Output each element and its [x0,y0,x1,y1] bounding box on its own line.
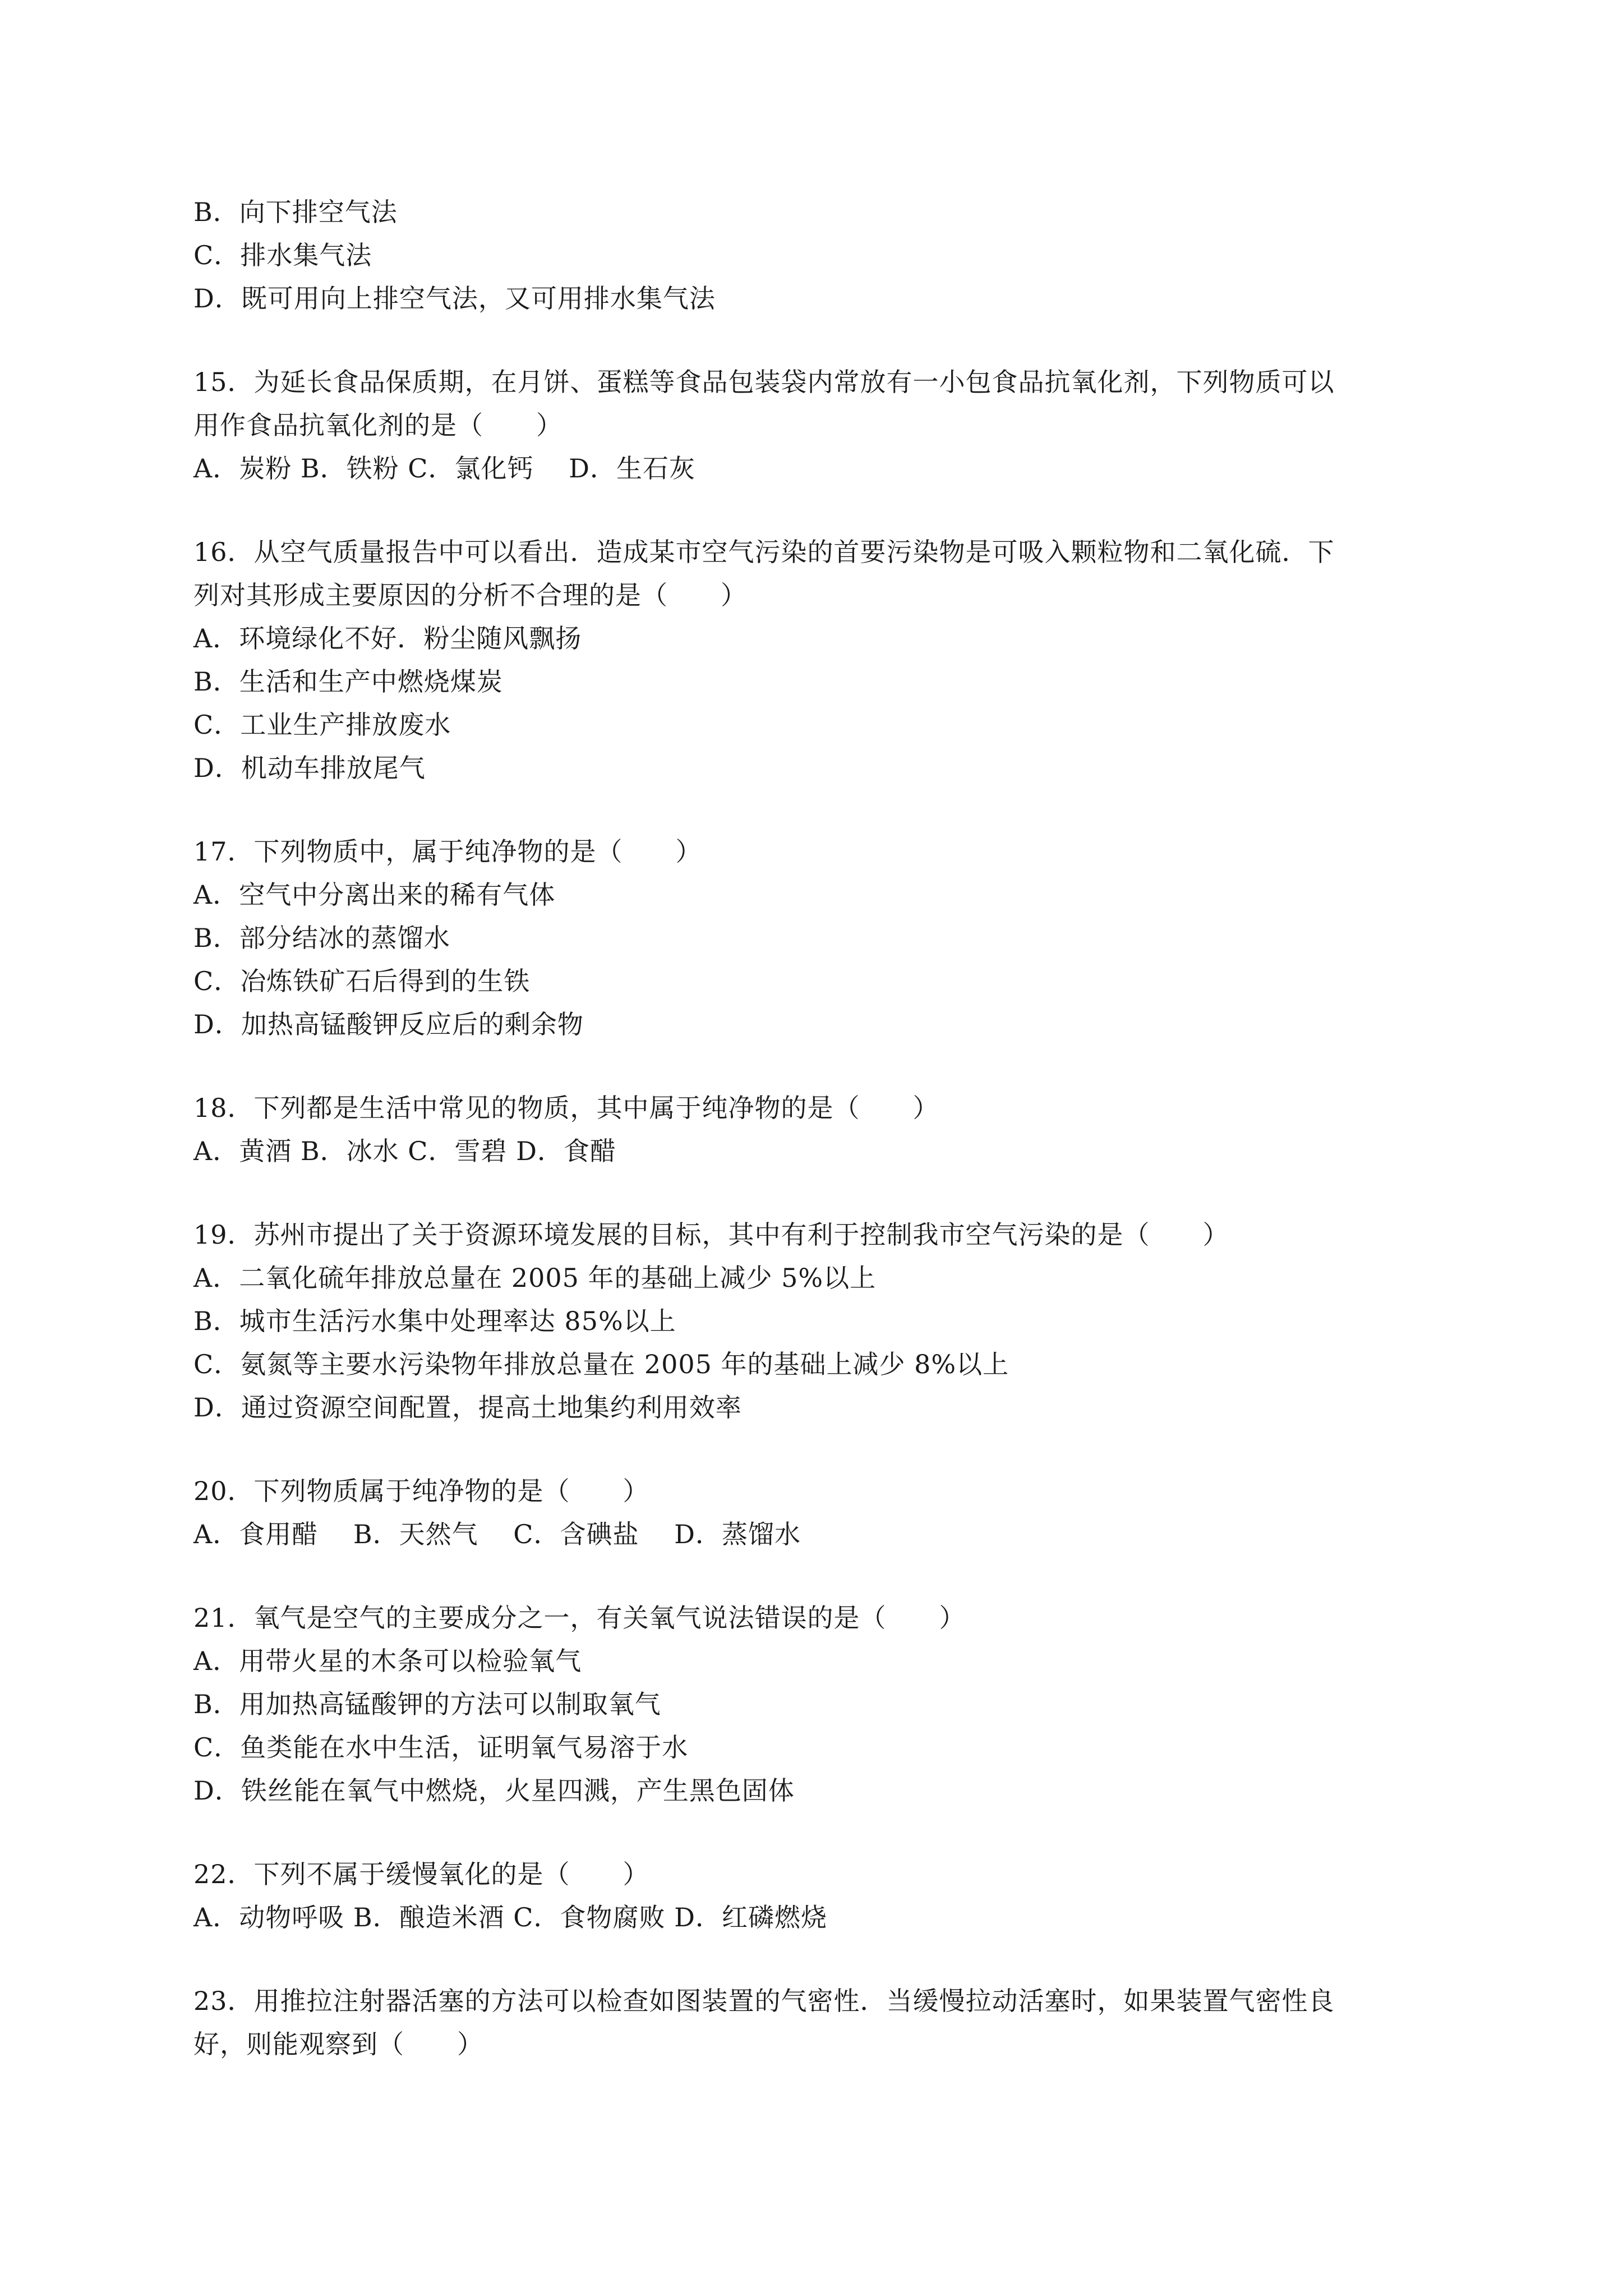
question-14-continuation [193,191,1438,320]
option-line: D．铁丝能在氧气中燃烧，火星四溅，产生黑色固体 [193,1775,795,1806]
question-list [193,361,1438,2066]
question-block [193,1853,1438,1939]
option-line: A．黄酒 B．冰水 C．雪碧 D．食醋 [193,1136,616,1166]
option-line: A．环境绿化不好．粉尘随风飘扬 [193,623,582,654]
option-line: A．空气中分离出来的稀有气体 [193,880,556,910]
option-line: A．炭粉 B．铁粉 C．氯化钙 D．生石灰 [193,453,695,484]
question-block [193,361,1438,490]
question-block [193,1980,1438,2066]
option-line: B．用加热高锰酸钾的方法可以制取氧气 [193,1689,661,1719]
question-block [193,531,1438,790]
option-line: A．二氧化硫年排放总量在 2005 年的基础上减少 5%以上 [193,1263,877,1293]
question-block [193,830,1438,1046]
option-line: B．生活和生产中燃烧煤炭 [193,666,503,697]
question-stem-line: 17．下列物质中，属于纯净物的是（ ） [193,836,702,867]
option-line: A．食用醋 B．天然气 C．含碘盐 D．蒸馏水 [193,1519,801,1549]
question-stem-line: 列对其形成主要原因的分析不合理的是（ ） [193,580,747,610]
question-stem-line: 20．下列物质属于纯净物的是（ ） [193,1476,649,1506]
question-stem-line: 好，则能观察到（ ） [193,2029,483,2059]
question-stem-line: 15．为延长食品保质期，在月饼、蛋糕等食品包装袋内常放有一小包食品抗氧化剂，下列物质可以 [193,367,1335,397]
question-stem-line: 21．氧气是空气的主要成分之一，有关氧气说法错误的是（ ） [193,1603,966,1633]
option-line: D．既可用向上排空气法，又可用排水集气法 [193,283,716,314]
option-line: C．排水集气法 [193,240,372,270]
option-line: D．机动车排放尾气 [193,753,426,783]
question-block [193,1213,1438,1429]
question-block [193,1087,1438,1173]
option-line: D．通过资源空间配置，提高土地集约利用效率 [193,1392,742,1423]
option-line: A．动物呼吸 B．酿造米酒 C．食物腐败 D．红磷燃烧 [193,1902,827,1932]
question-stem-line: 19．苏州市提出了关于资源环境发展的目标，其中有利于控制我市空气污染的是（ ） [193,1220,1229,1250]
option-line: A．用带火星的木条可以检验氧气 [193,1646,582,1676]
option-line: B．向下排空气法 [193,197,398,227]
option-line: B．部分结冰的蒸馏水 [193,923,450,953]
question-stem-line: 22．下列不属于缓慢氧化的是（ ） [193,1859,649,1889]
question-stem-line: 用作食品抗氧化剂的是（ ） [193,410,562,440]
option-line: C．冶炼铁矿石后得到的生铁 [193,966,531,996]
option-line: C．工业生产排放废水 [193,710,451,740]
question-stem-line: 23．用推拉注射器活塞的方法可以检查如图装置的气密性．当缓慢拉动活塞时，如果装置气密性良 [193,1986,1335,2016]
option-line: C．氨氮等主要水污染物年排放总量在 2005 年的基础上减少 8%以上 [193,1349,1009,1379]
option-line: C．鱼类能在水中生活，证明氧气易溶于水 [193,1732,689,1763]
option-line: D．加热高锰酸钾反应后的剩余物 [193,1009,584,1039]
question-stem-line: 16．从空气质量报告中可以看出．造成某市空气污染的首要污染物是可吸入颗粒物和二氧化硫．下 [193,537,1335,567]
question-block [193,1596,1438,1812]
option-line: B．城市生活污水集中处理率达 85%以上 [193,1306,676,1336]
question-stem-line: 18．下列都是生活中常见的物质，其中属于纯净物的是（ ） [193,1093,939,1123]
question-block [193,1470,1438,1556]
